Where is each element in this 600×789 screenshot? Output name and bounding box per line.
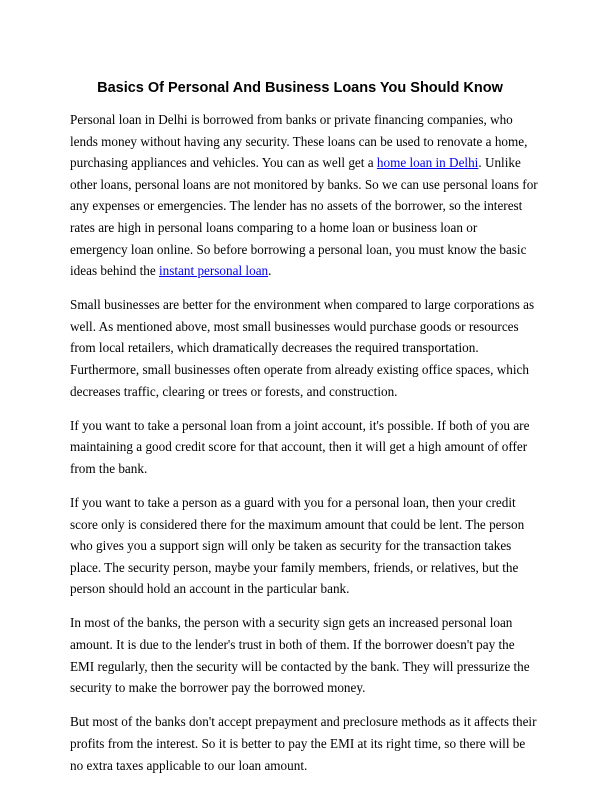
paragraph-small-business: Small businesses are better for the environment when compared to large corporations as well. As mentioned above, most small businesses would purchase goods or resources from local retailers, which dramatically decreases the required transportation. Furthermore, small businesses often operate from already existing office spaces, which decreases traffic, clearing or trees or forests, and construction.	[70, 297, 535, 399]
paragraph-guarantor: If you want to take a person as a guard with you for a personal loan, then your credit score only is considered there for the maximum amount that could be lent. The person who gives you a support sign will only be taken as security for the transaction takes place. The security person, maybe your family members, friends, or relatives, but the person should hold an account in the particular bank.	[70, 495, 525, 597]
document-title: Basics Of Personal And Business Loans You Should Know	[97, 80, 503, 96]
instant-personal-loan-link[interactable]: instant personal loan	[159, 263, 269, 279]
paragraph-security-sign: In most of the banks, the person with a security sign gets an increased personal loan amount. It is due to the lender's trust in both of them. If the borrower doesn't pay the EMI regularly, then the security will be contacted by the bank. They will pressurize the security to make the borrower pay the borrowed money.	[70, 615, 530, 696]
paragraph-intro-text-2: . Unlike other loans, personal loans are not monitored by banks. So we can use personal loans for any expenses or emergencies. The lender has no assets of the borrower, so the interest rates are high in personal loans comparing to a home loan or business loan or emergency loan online. So before borrowing a personal loan, you must know the basic ideas behind the	[70, 155, 538, 279]
document-body	[70, 109, 538, 789]
paragraph-intro	[70, 109, 538, 282]
home-loan-delhi-link[interactable]: home loan in Delhi	[376, 155, 479, 171]
paragraph-joint-account: If you want to take a personal loan from a joint account, it's possible. If both of you are maintaining a good credit score for that account, then it will get a high amount of offer from the bank.	[70, 417, 530, 476]
paragraph-intro-text-1: Personal loan in Delhi is borrowed from banks or private financing companies, who lends money without having any security. These loans can be used to renovate a home, purchasing appliances and vehicles. You can as well get a	[70, 112, 528, 171]
paragraph-prepayment: But most of the banks don't accept prepayment and preclosure methods as it affects their profits from the interest. So it is better to pay the EMI at its right time, so there will be no extra taxes applicable to our loan amount.	[70, 714, 537, 773]
paragraph-intro-text-3: .	[268, 263, 272, 279]
